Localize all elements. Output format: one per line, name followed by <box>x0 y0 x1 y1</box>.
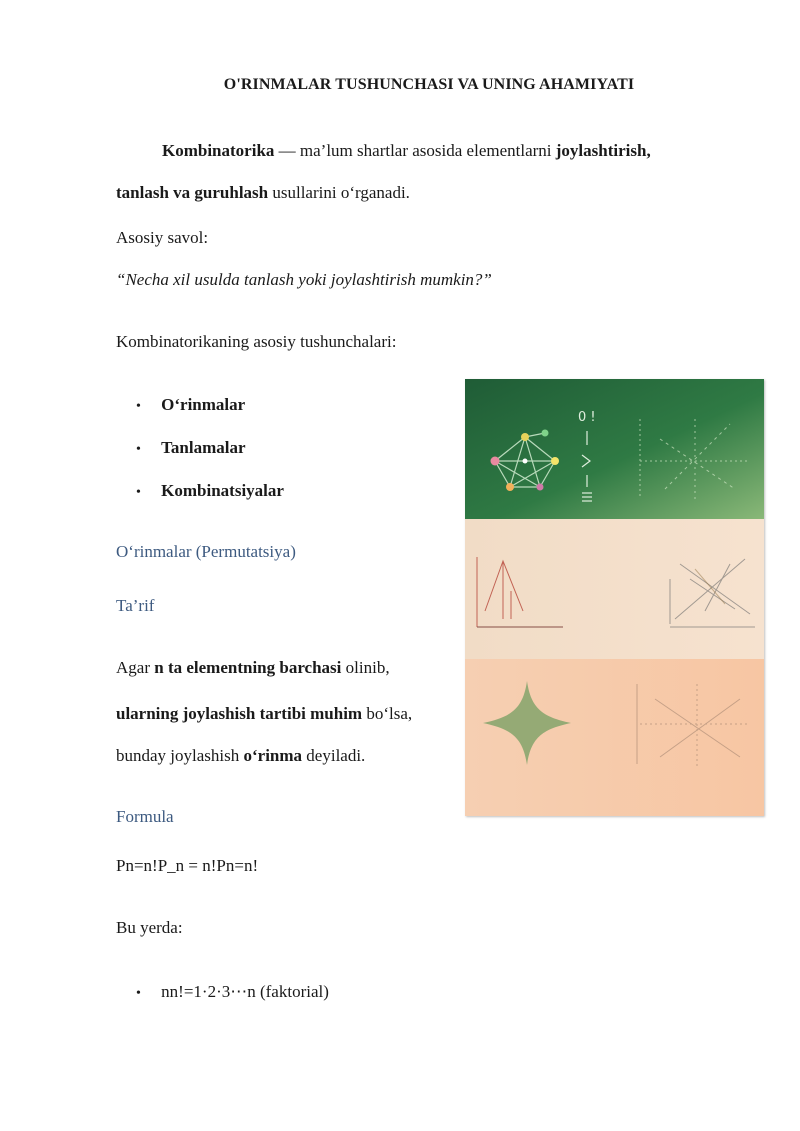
list-item <box>136 480 284 504</box>
page-title: O'RINMALAR TUSHUNCHASI VA UNING AHAMIYATI <box>223 76 635 93</box>
intro-line-2 <box>116 182 410 204</box>
list-item <box>136 394 245 418</box>
definition-line-3 <box>116 745 365 767</box>
where-label: Bu yerda: <box>116 918 183 937</box>
definition-line-1 <box>116 657 390 679</box>
definition-bold: o‘rinma <box>243 746 303 765</box>
bullet-icon: • <box>136 485 141 500</box>
formula-text: Pn=n!P_n = n!Pn=n! <box>116 856 259 875</box>
definition-bold: n ta elementning barchasi <box>154 658 342 677</box>
intro-text-2: usullarini o‘rganadi. <box>268 183 410 202</box>
concepts-label: Kombinatorikaning asosiy tushunchalari: <box>116 332 397 351</box>
intro-bold-1: joylashtirish, <box>555 141 651 160</box>
section-subheading: Ta’rif <box>116 596 155 615</box>
panel-middle <box>465 519 764 659</box>
illustration-image <box>465 379 764 816</box>
bullet-icon: • <box>136 986 141 1001</box>
panel-bottom <box>465 659 764 816</box>
list-item-label: Tanlamalar <box>161 438 246 457</box>
definition-text: Agar <box>116 658 155 677</box>
definition-text: olinib, <box>341 658 390 677</box>
figure-label-top: 0 ! <box>578 410 596 425</box>
bullet-icon: • <box>136 399 141 414</box>
intro-line-1 <box>162 140 651 162</box>
question-label: Asosiy savol: <box>116 228 209 247</box>
definition-text: bunday joylashish <box>116 746 244 765</box>
list-item <box>136 981 329 1005</box>
section-heading: O‘rinmalar (Permutatsiya) <box>116 542 296 561</box>
definition-text: bo‘lsa, <box>362 704 413 723</box>
intro-text-1: — ma’lum shartlar asosida elementlarni <box>274 141 556 160</box>
definition-line-2 <box>116 703 412 725</box>
illustration-svg <box>465 379 764 816</box>
intro-bold-2: tanlash va guruhlash <box>116 183 269 202</box>
term-kombinatorika: Kombinatorika <box>162 141 275 160</box>
bullet-icon: • <box>136 442 141 457</box>
list-item <box>136 437 246 461</box>
definition-bold: ularning joylashish tartibi muhim <box>116 704 363 723</box>
question-quote: “Necha xil usulda tanlash yoki joylashtirish mumkin?” <box>116 270 492 289</box>
formula-heading: Formula <box>116 807 174 826</box>
list-item-label: O‘rinmalar <box>161 395 246 414</box>
list-item-label: nn!=1·2·3⋯n (faktorial) <box>161 982 329 1001</box>
definition-text: deyiladi. <box>302 746 366 765</box>
list-item-label: Kombinatsiyalar <box>161 481 284 500</box>
